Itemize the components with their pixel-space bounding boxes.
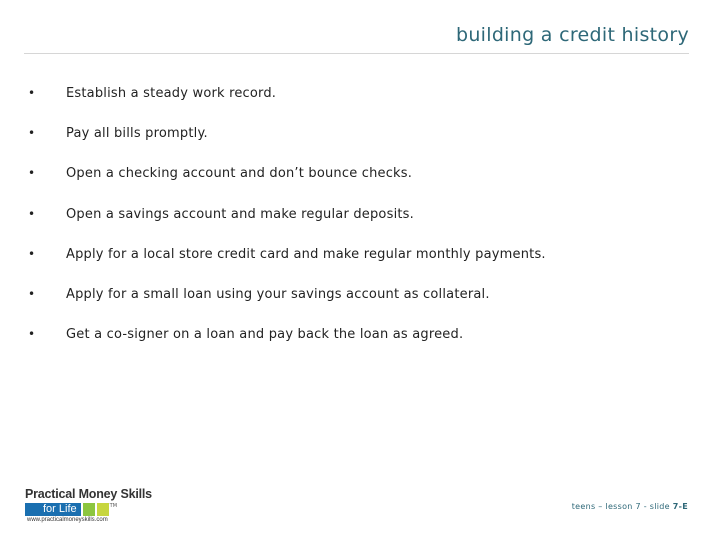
bullet-icon: • [28, 166, 36, 181]
list-item [28, 126, 546, 166]
title-divider [24, 53, 689, 54]
logo-yellow-block [97, 503, 109, 516]
footer-text: teens – lesson 7 - slide [571, 502, 673, 511]
bullet-icon: • [28, 86, 36, 100]
bullet-text: Open a checking account and don’t bounce checks. [66, 166, 413, 182]
logo-url: www.practicalmoneyskills.com [27, 517, 108, 523]
bullet-text: Establish a steady work record. [66, 86, 277, 101]
bullet-text: Apply for a local store credit card and make regular monthly payments. [66, 246, 546, 262]
logo-color-bar [25, 503, 117, 516]
logo-for-life: for Life [25, 503, 81, 516]
bullet-icon: • [28, 206, 36, 221]
list-item [28, 327, 546, 367]
practical-money-skills-logo [25, 487, 165, 527]
bullet-text: Pay all bills promptly. [66, 126, 208, 142]
slide-number: 7-E [672, 502, 688, 511]
slide-title: building a credit history [455, 24, 689, 46]
logo-title: Practical Money Skills [25, 487, 152, 501]
bullet-text: Open a savings account and make regular deposits. [66, 206, 414, 222]
bullet-icon: • [28, 126, 36, 141]
list-item [28, 207, 546, 247]
slide-footer [572, 502, 688, 511]
bullet-text: Get a co-signer on a loan and pay back the loan as agreed. [66, 327, 464, 343]
list-item [28, 287, 546, 327]
bullet-list [28, 86, 546, 367]
bullet-icon: • [28, 286, 36, 301]
logo-green-block [83, 503, 95, 516]
logo-trademark: TM [109, 503, 118, 509]
bullet-icon: • [28, 327, 36, 342]
bullet-icon: • [28, 246, 36, 261]
bullet-text: Apply for a small loan using your savings account as collateral. [66, 286, 490, 302]
list-item [28, 247, 546, 287]
list-item [28, 86, 546, 126]
list-item [28, 166, 546, 206]
